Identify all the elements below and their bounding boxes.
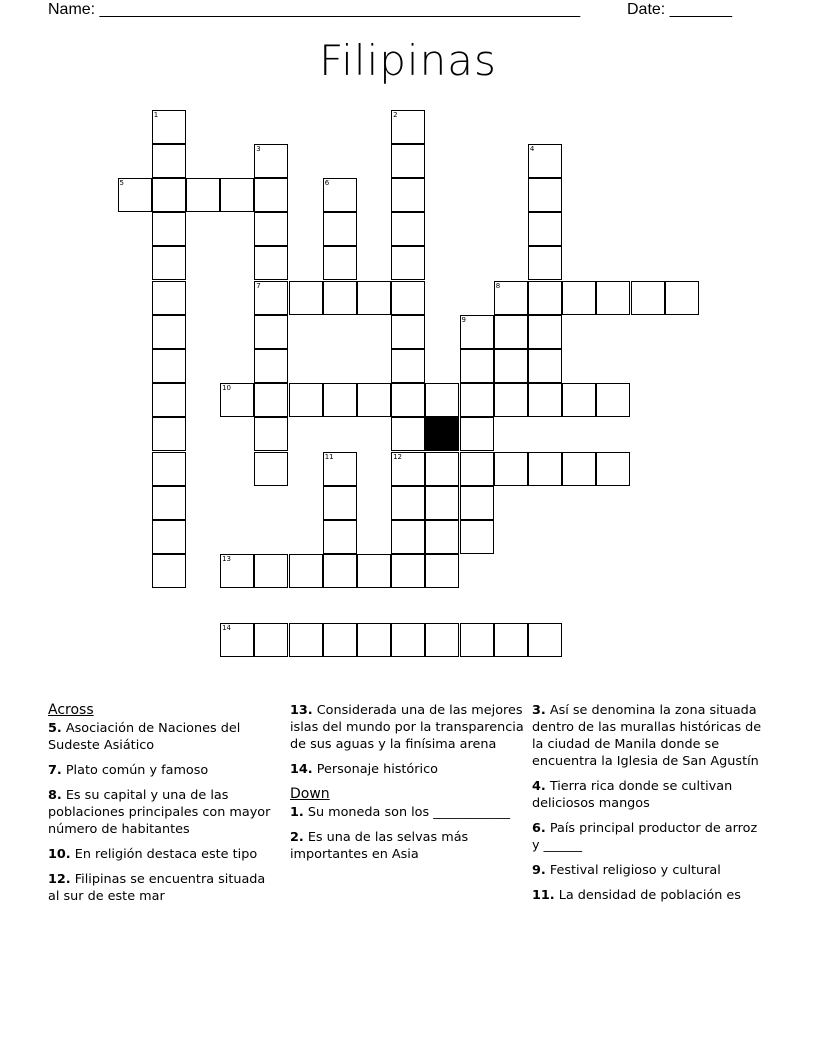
grid-cell-black <box>425 417 459 451</box>
grid-cell[interactable] <box>254 623 288 657</box>
grid-cell[interactable] <box>152 554 186 588</box>
clue-text: Considerada una de las mejores islas del mundo por la transparencia de sus aguas y la finísima arena <box>290 703 524 752</box>
grid-cell[interactable] <box>152 315 186 349</box>
grid-cell[interactable] <box>323 520 357 554</box>
clues-column-2 <box>290 702 525 871</box>
grid-cell[interactable] <box>596 383 630 417</box>
grid-cell[interactable] <box>460 520 494 554</box>
grid-cell[interactable] <box>460 383 494 417</box>
down-heading: Down <box>290 786 330 802</box>
grid-cell[interactable] <box>254 349 288 383</box>
grid-cell[interactable] <box>391 486 425 520</box>
grid-cell[interactable] <box>494 383 528 417</box>
grid-cell[interactable] <box>562 281 596 315</box>
clue-number: 8. <box>48 788 62 803</box>
grid-cell[interactable] <box>118 178 152 212</box>
clue-text: Tierra rica donde se cultivan deliciosos mangos <box>532 779 733 811</box>
grid-cell[interactable] <box>528 144 562 178</box>
grid-cell[interactable] <box>391 281 425 315</box>
clue-item <box>532 820 768 854</box>
grid-cell[interactable] <box>528 246 562 280</box>
clue-number: 10. <box>48 847 71 862</box>
clue-text: Es una de las selvas más importantes en Asia <box>290 830 469 862</box>
grid-cell[interactable] <box>152 281 186 315</box>
grid-cell[interactable] <box>391 452 425 486</box>
clues-column-1 <box>48 702 273 913</box>
grid-cell[interactable] <box>494 452 528 486</box>
clue-item <box>48 871 273 905</box>
grid-cell[interactable] <box>357 281 391 315</box>
clue-text: Es su capital y una de las poblaciones principales con mayor número de habitantes <box>48 788 271 837</box>
clue-number: 6. <box>532 821 546 836</box>
grid-cell[interactable] <box>357 623 391 657</box>
grid-cell[interactable] <box>254 212 288 246</box>
grid-cell[interactable] <box>528 623 562 657</box>
clue-text: Personaje histórico <box>312 762 438 777</box>
grid-cell[interactable] <box>528 178 562 212</box>
grid-cell[interactable] <box>152 417 186 451</box>
clue-item <box>290 804 525 821</box>
grid-cell[interactable] <box>425 520 459 554</box>
grid-cell[interactable] <box>357 383 391 417</box>
grid-cell[interactable] <box>254 246 288 280</box>
grid-cell[interactable] <box>391 349 425 383</box>
grid-cell[interactable] <box>323 178 357 212</box>
clue-text: La densidad de población es <box>554 888 741 903</box>
date-field[interactable]: Date: _______ <box>627 1 732 18</box>
grid-cell[interactable] <box>152 246 186 280</box>
clue-number: 3. <box>532 703 546 718</box>
grid-cell[interactable] <box>460 349 494 383</box>
grid-cell[interactable] <box>391 110 425 144</box>
grid-cell[interactable] <box>254 178 288 212</box>
grid-cell[interactable] <box>289 623 323 657</box>
grid-cell[interactable] <box>425 623 459 657</box>
grid-cell[interactable] <box>391 212 425 246</box>
grid-cell[interactable] <box>425 383 459 417</box>
grid-cell[interactable] <box>357 554 391 588</box>
grid-cell[interactable] <box>152 383 186 417</box>
clue-number: 9. <box>532 863 546 878</box>
grid-cell[interactable] <box>460 452 494 486</box>
grid-cell[interactable] <box>152 349 186 383</box>
grid-cell[interactable] <box>323 212 357 246</box>
grid-cell[interactable] <box>391 417 425 451</box>
grid-cell[interactable] <box>152 144 186 178</box>
grid-cell[interactable] <box>323 623 357 657</box>
clue-number: 7. <box>48 763 62 778</box>
clue-number: 4 <box>529 144 535 153</box>
grid-cell[interactable] <box>391 623 425 657</box>
grid-cell[interactable] <box>152 486 186 520</box>
clue-number: 14. <box>290 762 313 777</box>
grid-cell[interactable] <box>596 281 630 315</box>
clue-number: 12 <box>393 452 403 461</box>
grid-cell[interactable] <box>494 349 528 383</box>
grid-cell[interactable] <box>391 520 425 554</box>
clue-item <box>532 778 768 812</box>
grid-cell[interactable] <box>460 486 494 520</box>
grid-cell[interactable] <box>186 178 220 212</box>
grid-cell[interactable] <box>152 110 186 144</box>
clue-number: 12. <box>48 872 71 887</box>
grid-cell[interactable] <box>596 452 630 486</box>
grid-cell[interactable] <box>289 383 323 417</box>
grid-cell[interactable] <box>494 623 528 657</box>
clue-number: 8 <box>495 281 501 290</box>
clue-item <box>532 862 768 879</box>
clue-text: Su moneda son los ____________ <box>303 805 511 820</box>
clue-item <box>532 702 768 770</box>
grid-cell[interactable] <box>391 383 425 417</box>
grid-cell[interactable] <box>528 452 562 486</box>
clue-text: País principal productor de arroz y ______ <box>532 821 758 853</box>
grid-cell[interactable] <box>460 315 494 349</box>
page-title: Filipinas <box>319 36 497 85</box>
grid-cell[interactable] <box>528 281 562 315</box>
clue-number: 2 <box>393 110 398 119</box>
grid-cell[interactable] <box>152 452 186 486</box>
clue-text: En religión destaca este tipo <box>70 847 258 862</box>
clue-item <box>290 761 525 778</box>
grid-cell[interactable] <box>220 554 254 588</box>
grid-cell[interactable] <box>220 178 254 212</box>
clue-text: Asociación de Naciones del Sudeste Asiático <box>48 721 241 753</box>
grid-cell[interactable] <box>425 452 459 486</box>
clue-item <box>290 702 525 753</box>
grid-cell[interactable] <box>323 452 357 486</box>
grid-cell[interactable] <box>323 281 357 315</box>
grid-cell[interactable] <box>289 281 323 315</box>
clue-text: Así se denomina la zona situada dentro de las murallas históricas de la ciudad de Manila donde se encuentra la Iglesia de San Agustín <box>532 703 762 769</box>
grid-cell[interactable] <box>289 554 323 588</box>
clue-number: 13 <box>222 555 232 564</box>
grid-cell[interactable] <box>528 212 562 246</box>
clue-number: 6 <box>324 178 330 187</box>
grid-cell[interactable] <box>631 281 665 315</box>
grid-cell[interactable] <box>254 452 288 486</box>
clue-item <box>48 762 273 779</box>
grid-cell[interactable] <box>562 452 596 486</box>
clue-number: 11. <box>532 888 555 903</box>
grid-cell[interactable] <box>494 315 528 349</box>
across-heading: Across <box>48 702 94 718</box>
clue-number: 13. <box>290 703 313 718</box>
clue-number: 7 <box>256 281 261 290</box>
clue-item <box>48 720 273 754</box>
grid-cell[interactable] <box>425 486 459 520</box>
clue-number: 14 <box>222 623 232 632</box>
grid-cell[interactable] <box>254 554 288 588</box>
grid-cell[interactable] <box>254 417 288 451</box>
clue-number: 2. <box>290 830 304 845</box>
grid-cell[interactable] <box>391 315 425 349</box>
grid-cell[interactable] <box>323 486 357 520</box>
grid-cell[interactable] <box>152 520 186 554</box>
clue-text: Filipinas se encuentra situada al sur de este mar <box>48 872 266 904</box>
clue-item <box>290 829 525 863</box>
grid-cell[interactable] <box>254 281 288 315</box>
clue-number: 10 <box>222 384 232 393</box>
clue-number: 3 <box>256 144 261 153</box>
grid-cell[interactable] <box>425 554 459 588</box>
grid-cell[interactable] <box>254 383 288 417</box>
grid-cell[interactable] <box>528 383 562 417</box>
grid-cell[interactable] <box>254 315 288 349</box>
name-field[interactable]: Name: ______________________________________________________ <box>48 1 581 18</box>
clue-text: Plato común y famoso <box>61 763 209 778</box>
clue-number: 9 <box>461 315 466 324</box>
clues-column-3 <box>532 702 768 912</box>
grid-cell[interactable] <box>528 349 562 383</box>
grid-cell[interactable] <box>323 246 357 280</box>
clue-item <box>48 787 273 838</box>
grid-cell[interactable] <box>562 383 596 417</box>
grid-cell[interactable] <box>152 178 186 212</box>
clue-text: Festival religioso y cultural <box>545 863 721 878</box>
grid-cell[interactable] <box>220 383 254 417</box>
grid-cell[interactable] <box>152 212 186 246</box>
grid-cell[interactable] <box>220 623 254 657</box>
clue-number: 1 <box>153 110 159 119</box>
clue-number: 5. <box>48 721 62 736</box>
clue-number: 5 <box>119 178 124 187</box>
clue-number: 11 <box>324 452 334 461</box>
clue-item <box>532 887 768 904</box>
grid-cell[interactable] <box>254 144 288 178</box>
grid-cell[interactable] <box>323 383 357 417</box>
grid-cell[interactable] <box>460 623 494 657</box>
grid-cell[interactable] <box>391 554 425 588</box>
grid-cell[interactable] <box>391 144 425 178</box>
clue-number: 1. <box>290 805 304 820</box>
grid-cell[interactable] <box>323 554 357 588</box>
grid-cell[interactable] <box>391 178 425 212</box>
clue-item <box>48 846 273 863</box>
grid-cell[interactable] <box>665 281 699 315</box>
grid-cell[interactable] <box>460 417 494 451</box>
grid-cell[interactable] <box>391 246 425 280</box>
grid-cell[interactable] <box>528 315 562 349</box>
clue-number: 4. <box>532 779 546 794</box>
grid-cell[interactable] <box>494 281 528 315</box>
